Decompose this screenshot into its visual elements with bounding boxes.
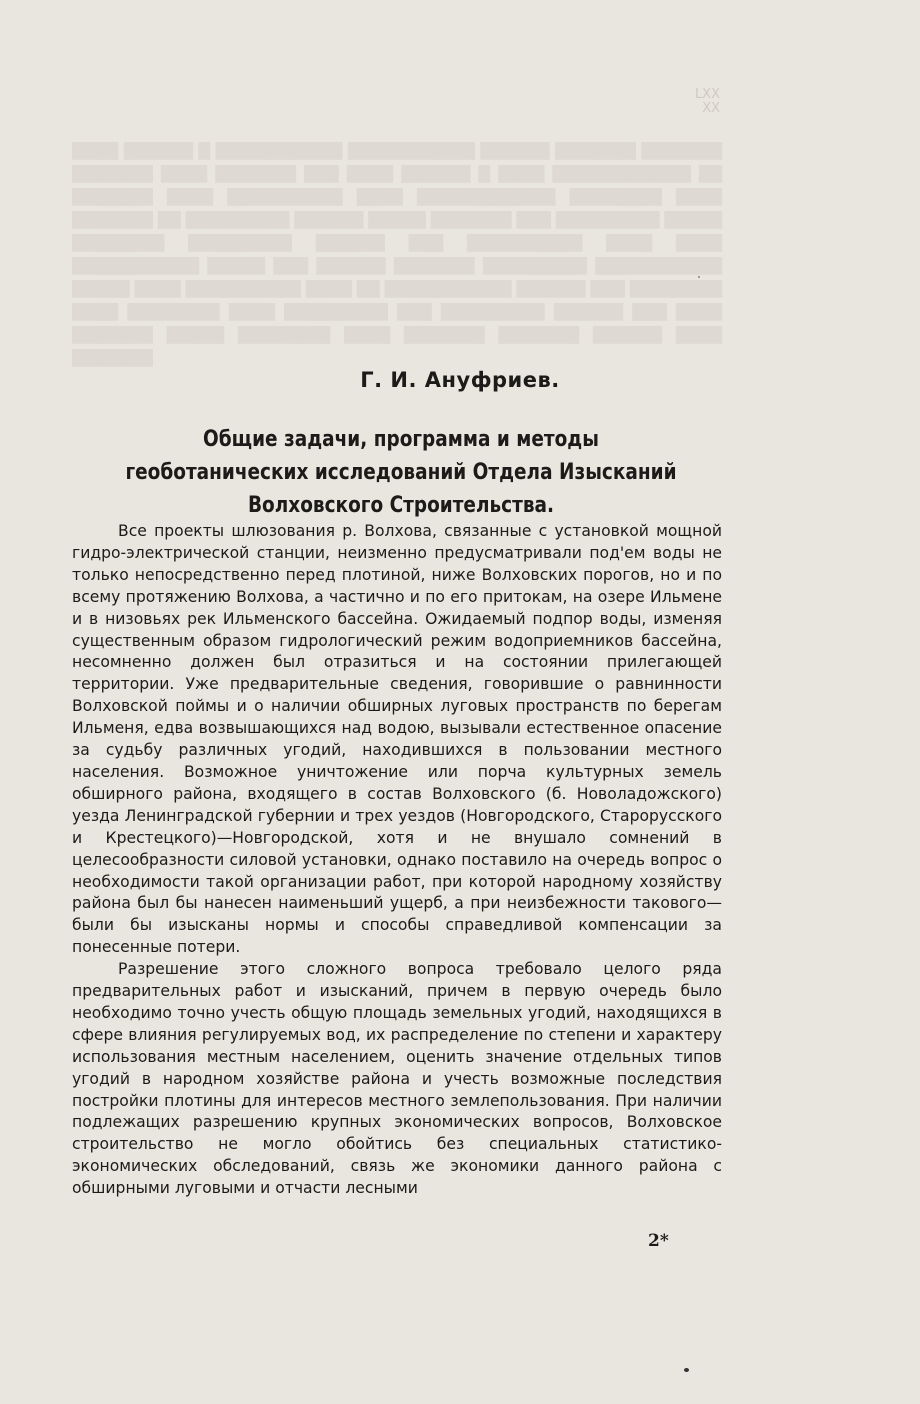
page-number: 2*	[648, 1231, 669, 1251]
body-text	[72, 521, 722, 1200]
paragraph: Разрешение этого сложного вопроса требовало целого ряда предварительных работ и изысканий, причем в первую очередь было необходимо точно учесть общую площадь земельных угодий, находящихся в сфере влияния регулируемых вод, их распределение по степени и характеру использования местным населением, оценить значение отдельных типов угодий в народном хозяйстве района и учесть возможные последствия постройки плотины для интересов местного землепользования. При наличии подлежащих разрешению крупных экономических вопросов, Волховское строительство не могло обойтись без специальных статистико-экономических обследований, связь же экономики данного района с обширными луговыми и отчасти лесными	[72, 960, 722, 1198]
author-name: Г. И. Ануфриев.	[360, 368, 560, 392]
paragraph: Все проекты шлюзования р. Волхова, связанные с установкой мощной гидро-электрической станции, неизменно предусматривали под'ем воды не только непосредственно перед плотиной, ниже Волховских порогов, но и по всему протяжению Волхова, а частично и по его притокам, на озере Ильмене и в низовьях рек Ильменского бассейна. Ожидаемый подпор воды, изменяя существенным образом гидрологический режим водоприемников бассейна, несомненно должен был отразиться и на состоянии прилегающей территории. Уже предварительные сведения, говорившие о равнинности Волховской поймы и о наличии обширных луговых пространств по берегам Ильменя, едва возвышающихся над водою, вызывали естественное опасение за судьбу различных угодий, находившихся в пользовании местного населения. Возможное уничтожение или порча культурных земель обширного района, входящего в состав Волховского (б. Новоладожского) уезда Ленинградской губернии и трех уездов (Новгородского, Старорусского и Крестецкого)—Новгородской, хотя и не внушало сомнений в целесообразности силовой установки, однако поставило на очередь вопрос о необходимости такой организации работ, при которой народному хозяйству района был бы нанесен наименьший ущерб, а при неизбежности такового—были бы изысканы нормы и способы справедливой компенсации за понесенные потери.	[72, 522, 722, 957]
bleed-through-margin: LXX XX	[694, 87, 720, 116]
ink-speck	[684, 1368, 689, 1372]
bleed-through-text: ████ ██████ █ ███████████ ███████████ ██████ ███████ ███████ ███████ ████ ███████ ███ ████ ██████ █ ████ ████████████ ██ ███████ ████ ██████████ ████ ████████████ ████████ ████ ███████ ██ █████████ ██████ █████ ███████ ███ █████████ █████ ████████ █████████ ██████ ███ ██████████ ████ ████ ███████████ █████ ███ ██████ ███████ █████████ ███████████ █████ ████ ██████████ ████ ██ ███████████ ██████ ███ ████████ ████ ████████ ████ █████████ ███ █████████ ██████ ███ ████ ███████ █████ ████████ ████ ███████ ███████ ██████ ████ ███████	[72, 142, 722, 367]
article-title: Общие задачи, программа и методы геоботанических исследований Отдела Изысканий Волховского Строительства.	[125, 427, 677, 518]
ink-speck	[698, 276, 700, 278]
